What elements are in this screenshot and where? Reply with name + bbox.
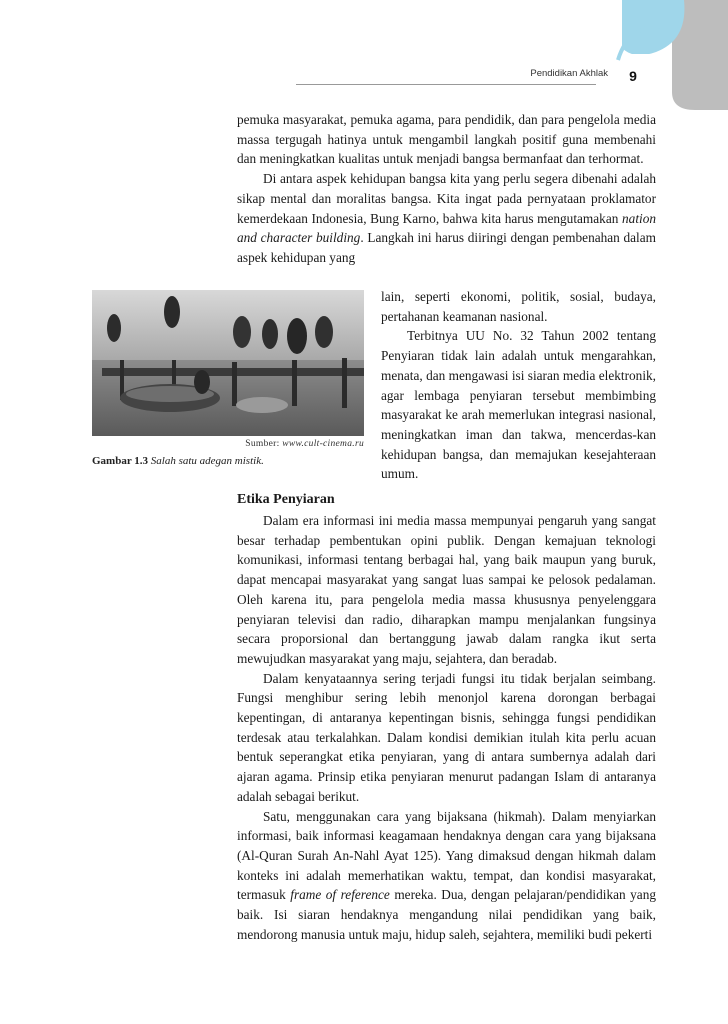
body-text-top — [237, 110, 656, 268]
caption-text: Salah satu adegan mistik. — [150, 455, 264, 467]
page-tab-decoration — [600, 0, 728, 110]
running-head: Pendidikan Akhlak — [530, 68, 608, 79]
photo-dock-post — [292, 360, 297, 406]
paragraph: pemuka masyarakat, pemuka agama, para pendidik, dan para pengelola media massa tergugah hatinya untuk mengambil langkah positif guna membenahi dan meningkatkan kualitas untuk menjadi bangsa bermanfaat dan terhormat. — [237, 112, 656, 167]
body-text-section — [237, 490, 656, 944]
paragraph — [237, 169, 656, 268]
photo-figure — [107, 314, 121, 342]
paragraph: lain, seperti ekonomi, politik, sosial, budaya, pertahanan keamanan nasional. — [381, 289, 656, 324]
paragraph: Terbitnya UU No. 32 Tahun 2002 tentang Penyiaran tidak lain adalah untuk mengarahkan, menata, dan mengawasi isi siaran media elektronik, agar lembaga penyiaran tersebut membimbing masyarakat ke arah memerlukan integrasi nasional, meningkatkan iman dan takwa, mencerdas-kan kehidupan bangsa, dan memajukan kesejahteraan umum. — [381, 328, 656, 482]
photo-figure — [262, 319, 278, 349]
photo-splash — [236, 397, 288, 413]
emphasis-text: frame of reference — [290, 887, 390, 903]
photo-figure — [194, 370, 210, 394]
figure-photo — [92, 290, 364, 436]
photo-figure — [287, 318, 307, 354]
paragraph: Dalam kenyataannya sering terjadi fungsi itu tidak berjalan seimbang. Fungsi menghibur sering lebih menonjol karena dorongan berbagai kepentingan, di antaranya kepentingan bisnis, sehingga fungsi pendidikan terdesak atau terkalahkan. Dalam kondisi demikian itulah kita perlu acuan bentuk seperangkat etika penyiaran, yang di antara sumbernya adalah dari ajaran agama. Prinsip etika penyiaran menurut padangan Islam di antaranya adalah sebagai berikut. — [237, 670, 656, 804]
figure-caption — [92, 455, 372, 467]
photo-figure — [164, 296, 180, 328]
emphasis-text: nation and character building — [237, 210, 656, 246]
paragraph-text: mereka. Dua, dengan pelajaran/pendidikan yang baik. Isi siaran hendaknya mengandung nilai pendidikan yang baik, mendorong manusia untuk maju, hidup saleh, sejahtera, memiliki budi pekerti — [237, 887, 656, 942]
source-url: www.cult-cinema.ru — [282, 439, 364, 449]
paragraph: Dalam era informasi ini media massa mempunyai pengaruh yang sangat besar terhadap pembentukan opini publik. Dengan kemajuan teknologi komunikasi, informasi tentang berbagai hal, yang baik maupun yang buruk, dapat mencapai masyarakat yang sangat luas sampai ke pelosok pedalaman. Oleh karena itu, para pengelola media massa khususnya penyelenggara penyiaran televisi dan radio, diharapkan mampu menjalankan fungsinya secara proporsional dan bertanggung jawab dalam rangka ikut serta mewujudkan masyarakat yang maju, sejahtera, dan beradab. — [237, 513, 656, 666]
photo-figure — [233, 316, 251, 348]
page-number: 9 — [629, 68, 637, 84]
body-text-narrow — [381, 287, 656, 484]
header-rule — [296, 84, 596, 85]
source-label: Sumber: — [245, 439, 283, 449]
paragraph-text: Satu, menggunakan cara yang bijaksana (hikmah). Dalam menyiarkan informasi, baik informasi keagamaan hendaknya dengan cara yang bijaksana (Al-Quran Surah An-Nahl Ayat 125). Yang dimaksud dengan hikmah dalam konteks ini adalah memerhatikan waktu, tempat, dan kondisi masyarakat, termasuk — [237, 808, 656, 903]
photo-dock-post — [342, 358, 347, 408]
photo-source — [200, 439, 364, 449]
caption-number: Gambar 1.3 — [92, 455, 149, 467]
paragraph-text: . Langkah ini harus diiringi dengan pembenahan dalam aspek kehidupan yang — [237, 230, 656, 265]
paragraph-text: Di antara aspek kehidupan bangsa kita yang perlu segera dibenahi adalah sikap mental dan moralitas bangsa. Kita ingat pada pernyataan proklamator kemerdekaan Indonesia, Bung Karno, bahwa kita harus mengutamakan — [237, 171, 656, 226]
photo-figure — [315, 316, 333, 348]
photo-dock-post — [232, 362, 237, 406]
paragraph — [237, 807, 656, 945]
section-heading: Etika Penyiaran — [237, 492, 335, 507]
